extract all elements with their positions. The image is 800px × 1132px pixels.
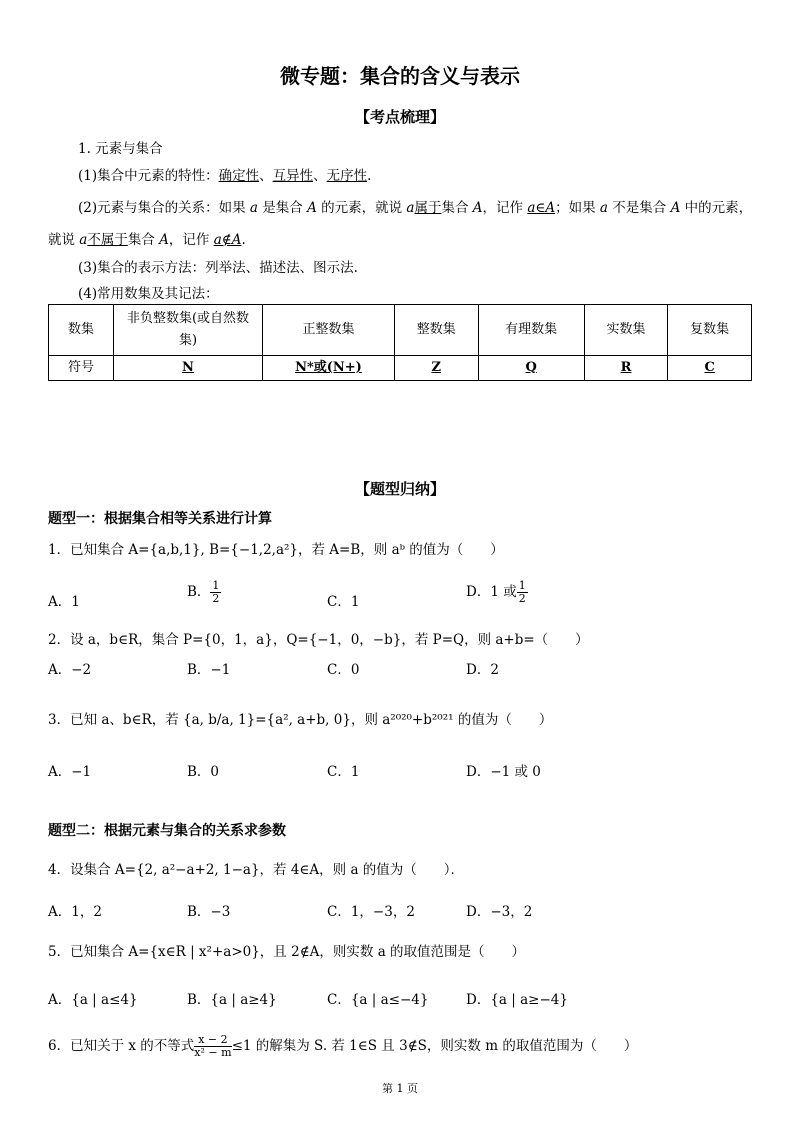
line-common-sets: (4)常用数集及其记法： <box>78 286 219 302</box>
line-relation: (2)元素与集合的关系：如果 a 是集合 A 的元素，就说 a属于集合 A，记作 a∈A；如果 a 不是集合 A 中的元素， <box>78 200 753 216</box>
question-2: 2．设 a，b∈R，集合 P={0，1，a}，Q={−1，0，−b}，若 P=Q，则 a+b=（ ） <box>48 632 589 648</box>
section-heading-review: 【考点梳理】 <box>354 108 445 126</box>
q5-option-b: B．{a | a≥4} <box>187 992 277 1008</box>
line-properties: (1)集合中元素的特性：确定性、互异性、无序性. <box>78 168 372 184</box>
section-heading-types: 【题型归纳】 <box>354 480 445 498</box>
q2-option-d: D．2 <box>466 662 499 678</box>
q3-option-d: D．−1 或 0 <box>466 764 541 780</box>
q1-option-d: D．1 或 $\frac{1}{2}$ <box>466 579 526 605</box>
q1-option-a: A．1 <box>48 594 80 610</box>
q5-option-c: C．{a | a≤−4} <box>327 992 429 1008</box>
table-row: 符号 N N*或(N+) Z Q R C <box>49 356 752 381</box>
table-row: 数集 非负整数集(或自然数集) 正整数集 整数集 有理数集 实数集 复数集 <box>49 305 752 356</box>
q2-option-a: A．−2 <box>48 662 92 678</box>
q4-option-c: C．1，−3，2 <box>327 904 415 920</box>
q3-option-b: B．0 <box>187 764 220 780</box>
q5-option-d: D．{a | a≥−4} <box>466 992 568 1008</box>
q1-option-c: C．1 <box>327 594 360 610</box>
line-representation: (3)集合的表示方法：列举法、描述法、图示法. <box>78 260 358 276</box>
q2-option-b: B．−1 <box>187 662 231 678</box>
page-title: 微专题：集合的含义与表示 <box>280 64 520 88</box>
q2-option-c: C．0 <box>327 662 360 678</box>
type2-heading: 题型二：根据元素与集合的关系求参数 <box>48 823 286 839</box>
q5-option-a: A．{a | a≤4} <box>48 992 138 1008</box>
question-1: 1．已知集合 A={a,b,1}, B={−1,2,a²}，若 A=B，则 aᵇ 的值为（ ） <box>48 542 504 558</box>
number-sets-table <box>48 304 752 381</box>
q1-option-b: B． $\frac{1}{2}$ <box>187 579 220 605</box>
question-6: 6．已知关于 x 的不等式 $\frac{x - 2}{\text{x² − m}}$ ≤1 的解集为 S. 若 1∈S 且 3∉S，则实数 m 的取值范围为（ ） <box>48 1033 638 1059</box>
question-3: 3．已知 a、b∈R，若 {a, b/a, 1}={a², a+b, 0}，则 a²⁰²⁰+b²⁰²¹ 的值为（ ） <box>48 712 553 728</box>
q4-option-b: B．−3 <box>187 904 231 920</box>
q4-option-a: A．1，2 <box>48 904 102 920</box>
q4-option-d: D．−3，2 <box>466 904 533 920</box>
question-4: 4．设集合 A={2, a²−a+2, 1−a}，若 4∈A，则 a 的值为（ ）． <box>48 862 465 878</box>
type1-heading: 题型一：根据集合相等关系进行计算 <box>48 511 272 527</box>
line-relation-cont: 就说 a不属于集合 A，记作 a∉A. <box>48 232 246 248</box>
q3-option-c: C．1 <box>327 764 360 780</box>
question-5: 5．已知集合 A={x∈R | x²+a>0}，且 2∉A，则实数 a 的取值范围是（ ） <box>48 944 526 960</box>
q3-option-a: A．−1 <box>48 764 92 780</box>
item1-label: 1. 元素与集合 <box>78 141 163 157</box>
page-number: 第 1 页 <box>382 1082 418 1095</box>
